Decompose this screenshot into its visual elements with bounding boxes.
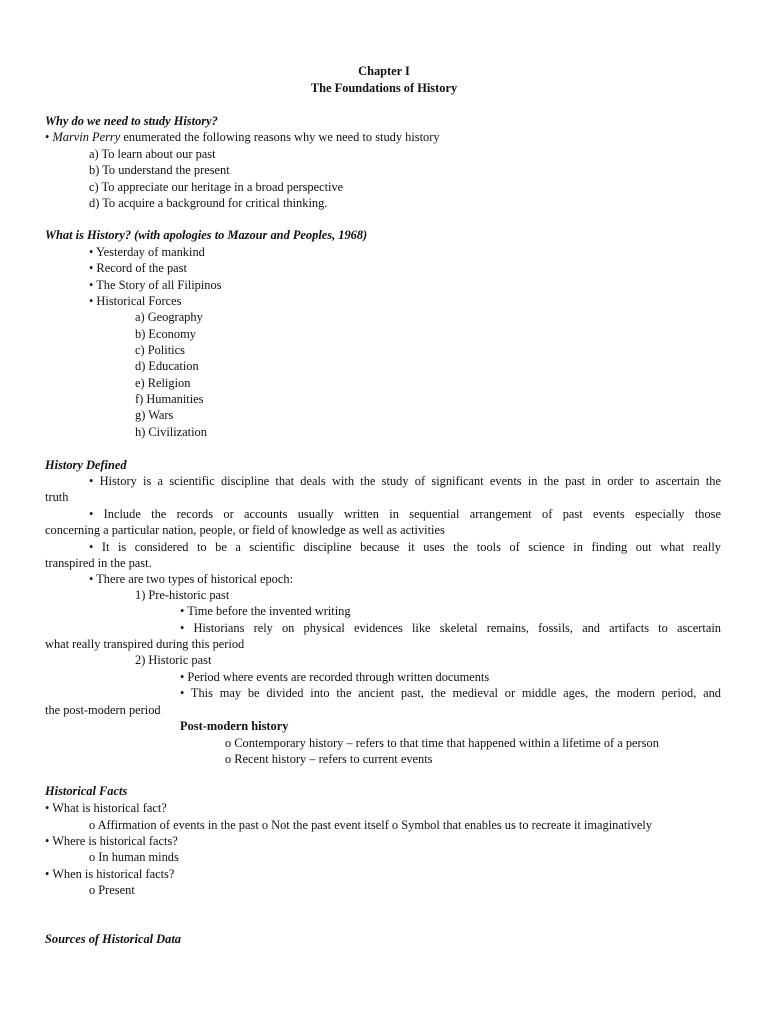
fact-question: • Where is historical facts?: [45, 834, 178, 848]
definition-line: • Include the records or accounts usually written in sequential arrangement of past events especially those: [89, 507, 721, 521]
heading-historical-facts: Historical Facts: [45, 784, 128, 798]
heading-why-study: Why do we need to study History?: [45, 114, 218, 128]
force-item: h) Civilization: [135, 425, 207, 439]
heading-sources: Sources of Historical Data: [45, 932, 181, 946]
force-item: c) Politics: [135, 343, 185, 357]
epoch-title: 2) Historic past: [135, 653, 212, 667]
epoch-detail: • Time before the invented writing: [180, 604, 351, 618]
epoch-detail: what really transpired during this period: [45, 637, 245, 651]
heading-what-is-history: What is History? (with apologies to Mazour and Peoples, 1968): [45, 228, 368, 242]
force-item: f) Humanities: [135, 392, 204, 406]
reason-item: d) To acquire a background for critical thinking.: [89, 196, 328, 210]
force-item: b) Economy: [135, 327, 196, 341]
epoch-detail: the post-modern period: [45, 703, 161, 717]
heading-history-defined: History Defined: [45, 458, 127, 472]
reason-item: c) To appreciate our heritage in a broad perspective: [89, 180, 344, 194]
perry-intro: • Marvin Perry enumerated the following reasons why we need to study history: [45, 130, 440, 144]
epoch-detail: • This may be divided into the ancient past, the medieval or middle ages, the modern period, and: [180, 686, 721, 700]
definition-line: transpired in the past.: [45, 556, 152, 570]
fact-answer: o Present: [89, 883, 135, 897]
epoch-detail: • Historians rely on physical evidences like skeletal remains, fossils, and artifacts to ascertain: [180, 621, 721, 635]
force-item: a) Geography: [135, 310, 203, 324]
post-modern-item: o Contemporary history – refers to that time that happened within a lifetime of a person: [225, 736, 659, 750]
what-bullet: • Yesterday of mankind: [89, 245, 205, 259]
reason-item: b) To understand the present: [89, 163, 230, 177]
definition-line: truth: [45, 490, 69, 504]
chapter-label: Chapter I: [358, 64, 410, 78]
definition-line: • History is a scientific discipline that deals with the study of significant events in the past in order to ascertain the: [89, 474, 721, 488]
definition-line: • There are two types of historical epoch:: [89, 572, 294, 586]
force-item: e) Religion: [135, 376, 191, 390]
epoch-detail: • Period where events are recorded through written documents: [180, 670, 490, 684]
page-title: The Foundations of History: [310, 81, 458, 95]
fact-question: • What is historical fact?: [45, 801, 167, 815]
post-modern-heading: Post-modern history: [180, 719, 289, 733]
fact-question: • When is historical facts?: [45, 867, 175, 881]
definition-line: • It is considered to be a scientific discipline because it uses the tools of science in finding out what really: [89, 540, 721, 554]
definition-line: concerning a particular nation, people, or field of knowledge as well as activities: [45, 523, 445, 537]
fact-answer: o In human minds: [89, 850, 179, 864]
what-bullet: • The Story of all Filipinos: [89, 278, 222, 292]
fact-answer: o Affirmation of events in the past o Not the past event itself o Symbol that enables us to recreate it imaginatively: [89, 818, 653, 832]
reason-item: a) To learn about our past: [89, 147, 216, 161]
intro-rest: enumerated the following reasons why we need to study history: [120, 130, 440, 144]
epoch-title: 1) Pre-historic past: [135, 588, 230, 602]
what-bullet: • Historical Forces: [89, 294, 182, 308]
what-bullet: • Record of the past: [89, 261, 187, 275]
force-item: g) Wars: [135, 408, 174, 422]
post-modern-item: o Recent history – refers to current events: [225, 752, 433, 766]
force-item: d) Education: [135, 359, 199, 373]
author-name: Marvin Perry: [52, 130, 121, 144]
